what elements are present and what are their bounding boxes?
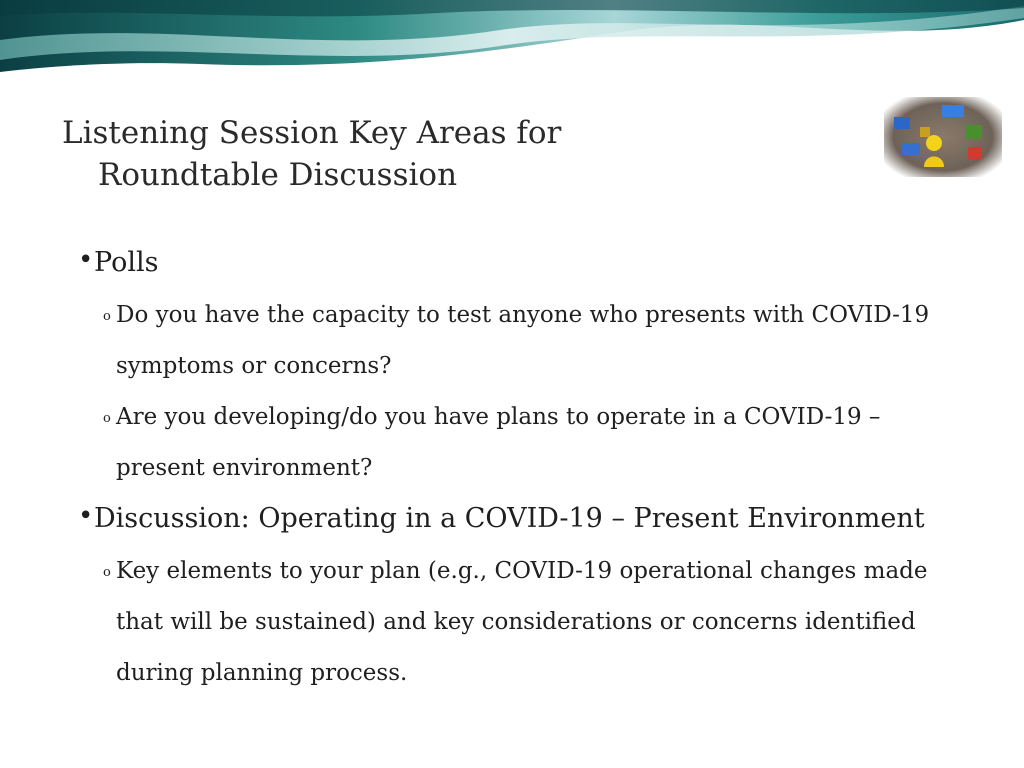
bullet-discussion [74,496,974,542]
polls-sub-list [74,290,974,494]
wave-banner [0,0,1024,80]
bullet-dot-icon: • [78,245,94,275]
sub-item [74,546,974,699]
sub-item [74,290,974,392]
bullet-dot-icon: • [78,501,94,531]
puzzle-figure-image [884,97,1002,177]
sub-item-text: Are you developing/do you have plans to operate in a COVID-19 – present environment? [116,404,881,481]
title-line-2: Roundtable Discussion [98,157,458,193]
bullet-circle-icon: o [103,565,111,580]
bullet-label: Discussion: Operating in a COVID-19 – Present Environment [94,503,925,534]
bullet-label: Polls [94,247,159,278]
sub-item-text: Key elements to your plan (e.g., COVID-19 operational changes made that will be sustained) and key considerations or concerns identified during planning process. [116,558,928,686]
bullet-polls [74,240,974,286]
bullet-circle-icon: o [103,411,111,426]
sub-item-text: Do you have the capacity to test anyone who presents with COVID-19 symptoms or concerns? [116,302,930,379]
title-line-1: Listening Session Key Areas for [62,115,562,151]
sub-item [74,392,974,494]
slide-body [74,240,974,699]
slide-title [62,112,822,196]
discussion-sub-list [74,546,974,699]
bullet-circle-icon: o [103,309,111,324]
